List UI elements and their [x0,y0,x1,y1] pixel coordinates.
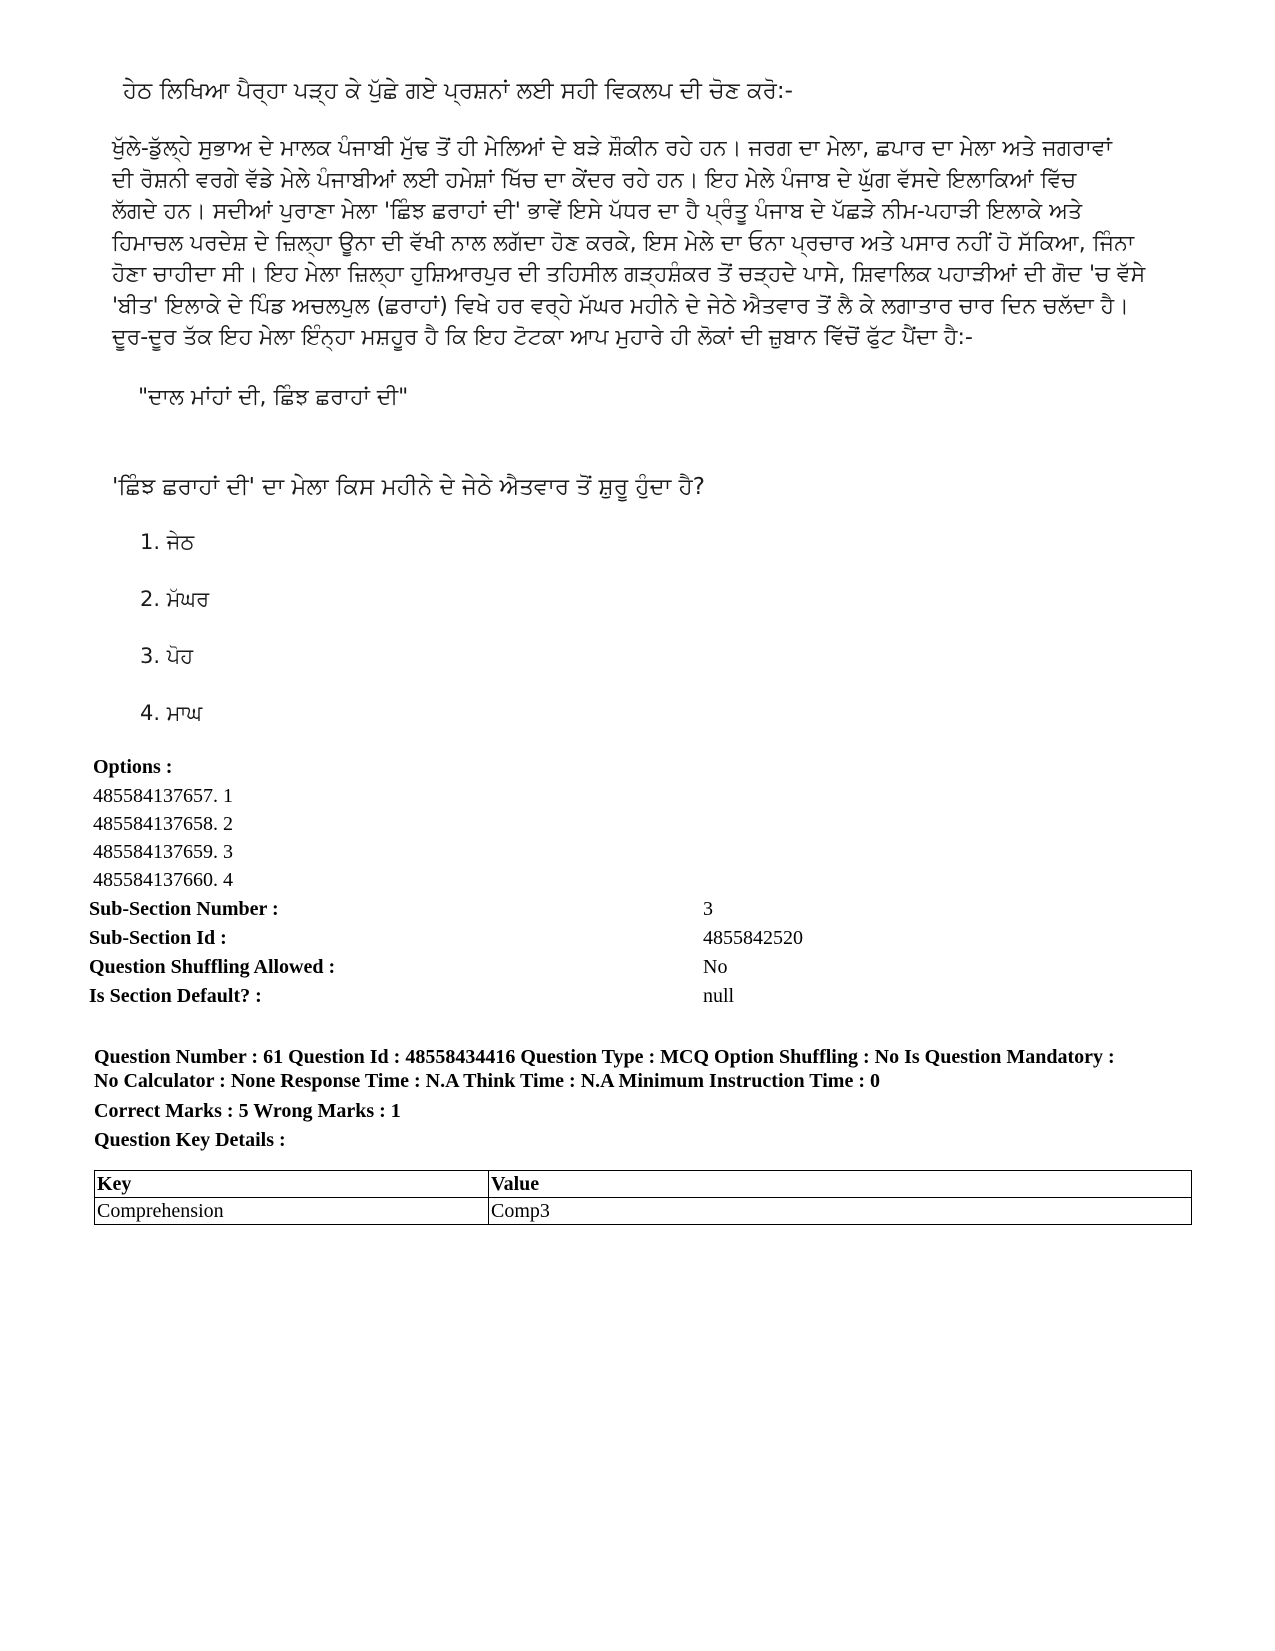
option-item: 485584137657. 1 [93,785,233,807]
key-details-heading: Question Key Details : [94,1129,286,1151]
question-shuffling-label: Question Shuffling Allowed : [89,956,336,978]
option-item: 485584137659. 3 [93,841,233,863]
option-item: 485584137660. 4 [93,869,233,891]
question-info-line-2: No Calculator : None Response Time : N.A Think Time : N.A Minimum Instruction Time : 0 [94,1070,880,1092]
question-info-line-1: Question Number : 61 Question Id : 48558434416 Question Type : MCQ Option Shuffling : No Is Question Mandatory : [94,1046,1115,1068]
key-column-header: Key [95,1171,489,1198]
subsection-id-value: 4855842520 [703,927,803,949]
choice-1: 1. ਜੇਠ [140,530,195,554]
option-item: 485584137658. 2 [93,813,233,835]
passage-line: ਖੁੱਲੇ-ਡੁੱਲ੍ਹੇ ਸੁਭਾਅ ਦੇ ਮਾਲਕ ਪੰਜਾਬੀ ਮੁੱਢ ਤੋਂ ਹੀ ਮੇਲਿਆਂ ਦੇ ਬੜੇ ਸ਼ੌਕੀਨ ਰਹੇ ਹਨ। ਜਰਗ ਦਾ ਮੇਲਾ, ਛਪਾਰ ਦਾ ਮੇਲਾ ਅਤੇ ਜਗਰਾਵਾਂ [112,136,1112,161]
value-column-header: Value [489,1171,1192,1198]
choice-4: 4. ਮਾਘ [140,701,203,725]
passage [112,133,1172,354]
question-shuffling-value: No [703,956,728,978]
passage-line: ਹਿਮਾਚਲ ਪਰਦੇਸ਼ ਦੇ ਜ਼ਿਲ੍ਹਾ ਊਨਾ ਦੀ ਵੱਖੀ ਨਾਲ ਲਗੱਦਾ ਹੋਣ ਕਰਕੇ, ਇਸ ਮੇਲੇ ਦਾ ਓਨਾ ਪ੍ਰਚਾਰ ਅਤੇ ਪਸਾਰ ਨਹੀਂ ਹੋ ਸੱਕਿਆ, ਜਿੰਨਾ [112,230,1135,256]
passage-line: ਦੀ ਰੋਸ਼ਨੀ ਵਰਗੇ ਵੱਡੇ ਮੇਲੇ ਪੰਜਾਬੀਆਂ ਲਈ ਹਮੇਸ਼ਾਂ ਖਿੱਚ ਦਾ ਕੇਂਦਰ ਰਹੇ ਹਨ। ਇਹ ਮੇਲੇ ਪੰਜਾਬ ਦੇ ਘੁੱਗ ਵੱਸਦੇ ਇਲਾਕਿਆਂ ਵਿੱਚ [112,167,1077,193]
question-text: 'ਛਿੰਝ ਛਰਾਹਾਂ ਦੀ' ਦਾ ਮੇਲਾ ਕਿਸ ਮਹੀਨੇ ਦੇ ਜੇਠੇ ਐਤਵਾਰ ਤੋਂ ਸ਼ੁਰੂ ਹੁੰਦਾ ਹੈ? [112,474,705,500]
section-default-label: Is Section Default? : [89,985,262,1007]
choice-2: 2. ਮੱਘਰ [140,587,210,611]
table-row [95,1198,1192,1225]
marks-line: Correct Marks : 5 Wrong Marks : 1 [94,1100,401,1122]
subsection-number-value: 3 [703,898,713,920]
key-cell: Comprehension [95,1198,489,1225]
instruction-text: ਹੇਠ ਲਿਖਿਆ ਪੈਰ੍ਹਾ ਪੜ੍ਹ ਕੇ ਪੁੱਛੇ ਗਏ ਪ੍ਰਸ਼ਨਾਂ ਲਈ ਸਹੀ ਵਿਕਲਪ ਦੀ ਚੋਣ ਕਰੋ:- [123,78,793,104]
value-cell: Comp3 [489,1198,1192,1225]
question-key-table [94,1170,1192,1225]
subsection-id-label: Sub-Section Id : [89,927,227,949]
choice-3: 3. ਪੋਹ [140,644,194,668]
passage-line: 'ਬੀਤ' ਇਲਾਕੇ ਦੇ ਪਿੰਡ ਅਚਲਪੁਲ (ਛਰਾਹਾਂ) ਵਿਖੇ ਹਰ ਵਰ੍ਹੇ ਮੱਘਰ ਮਹੀਨੇ ਦੇ ਜੇਠੇ ਐਤਵਾਰ ਤੋਂ ਲੈ ਕੇ ਲਗਾਤਾਰ ਚਾਰ ਦਿਨ ਚਲੱਦਾ ਹੈ। [112,293,1129,319]
options-heading: Options : [93,756,173,778]
passage-line: ਦੂਰ-ਦੂਰ ਤੱਕ ਇਹ ਮੇਲਾ ਇੰਨ੍ਹਾ ਮਸ਼ਹੂਰ ਹੈ ਕਿ ਇਹ ਟੋਟਕਾ ਆਪ ਮੁਹਾਰੇ ਹੀ ਲੋਕਾਂ ਦੀ ਜ਼ੁਬਾਨ ਵਿੱਚੋਂ ਫੁੱਟ ਪੈਂਦਾ ਹੈ:- [112,325,973,350]
subsection-number-label: Sub-Section Number : [89,898,279,920]
section-default-value: null [703,985,735,1007]
passage-line: ਹੋਣਾ ਚਾਹੀਦਾ ਸੀ। ਇਹ ਮੇਲਾ ਜ਼ਿਲ੍ਹਾ ਹੁਸ਼ਿਆਰਪੁਰ ਦੀ ਤਹਿਸੀਲ ਗੜ੍ਹਸ਼ੰਕਰ ਤੋਂ ਚੜ੍ਹਦੇ ਪਾਸੇ, ਸ਼ਿਵਾਲਿਕ ਪਹਾੜੀਆਂ ਦੀ ਗੋਦ 'ਚ ਵੱਸੇ [112,262,1146,287]
quote-text: "ਦਾਲ ਮਾਂਹਾਂ ਦੀ, ਛਿੰਝ ਛਰਾਹਾਂ ਦੀ" [138,385,409,410]
table-header-row [95,1171,1192,1198]
passage-line: ਲੱਗਦੇ ਹਨ। ਸਦੀਆਂ ਪੁਰਾਣਾ ਮੇਲਾ 'ਛਿੰਝ ਛਰਾਹਾਂ ਦੀ' ਭਾਵੇਂ ਇਸੇ ਪੱਧਰ ਦਾ ਹੈ ਪ੍ਰੰਤੂ ਪੰਜਾਬ ਦੇ ਪੱਛੜੇ ਨੀਮ-ਪਹਾੜੀ ਇਲਾਕੇ ਅਤੇ [112,199,1083,224]
